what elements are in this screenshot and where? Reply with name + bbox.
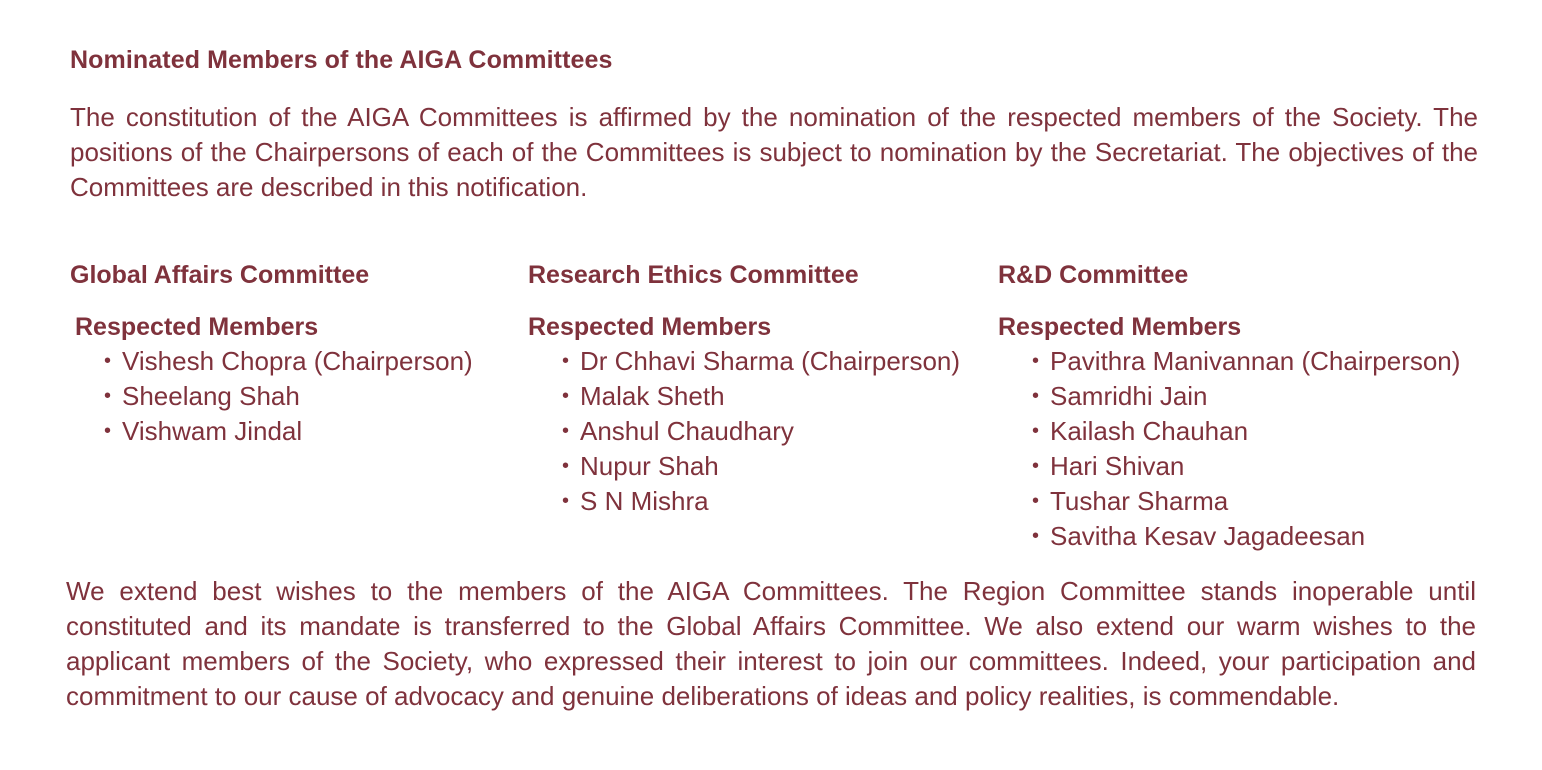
committee-research-ethics xyxy=(528,258,960,519)
member-item xyxy=(562,449,960,484)
members-heading: Respected Members xyxy=(528,313,772,341)
bullet-icon: • xyxy=(562,455,570,477)
member-name: Nupur Shah xyxy=(580,451,719,481)
member-name: Sheelang Shah xyxy=(122,381,300,411)
intro-paragraph: The constitution of the AIGA Committees is affirmed by the nomination of the respected members of the Society. The positions of the Chairpersons of each of the Committees is subject to nomination by the Secretariat. The objectives of the Committees are described in this notification. xyxy=(70,102,1478,202)
bullet-icon: • xyxy=(104,420,112,442)
member-list xyxy=(528,344,960,519)
member-item xyxy=(562,484,960,519)
closing-paragraph: We extend best wishes to the members of the AIGA Committees. The Region Committee stands inoperable until constituted and its mandate is transferred to the Global Affairs Committee. We also extend our warm wishes to the applicant members of the Society, who expressed their interest to join our committees. Indeed, your participation and commitment to our cause of advocacy and genuine deliberations of ideas and policy realities, is commendable. xyxy=(66,576,1476,711)
bullet-icon: • xyxy=(562,420,570,442)
member-item xyxy=(1032,414,1460,449)
member-name: Malak Sheth xyxy=(580,381,725,411)
member-item xyxy=(562,344,960,379)
member-name: S N Mishra xyxy=(580,486,709,516)
page-title: Nominated Members of the AIGA Committees xyxy=(70,46,613,74)
bullet-icon: • xyxy=(1032,350,1040,372)
members-heading: Respected Members xyxy=(75,313,319,341)
member-name: Tushar Sharma xyxy=(1050,486,1229,516)
bullet-icon: • xyxy=(562,385,570,407)
member-item xyxy=(1032,449,1460,484)
bullet-icon: • xyxy=(1032,525,1040,547)
member-name: Pavithra Manivannan (Chairperson) xyxy=(1050,346,1461,376)
member-name: Dr Chhavi Sharma (Chairperson) xyxy=(580,346,961,376)
committee-title: Global Affairs Committee xyxy=(70,261,370,289)
member-list xyxy=(70,344,473,449)
member-name: Anshul Chaudhary xyxy=(580,416,794,446)
member-name: Samridhi Jain xyxy=(1050,381,1208,411)
bullet-icon: • xyxy=(1032,420,1040,442)
member-list xyxy=(998,344,1460,554)
member-name: Vishesh Chopra (Chairperson) xyxy=(122,346,473,376)
member-item xyxy=(1032,484,1460,519)
member-item xyxy=(1032,344,1460,379)
member-item xyxy=(1032,379,1460,414)
member-item xyxy=(562,379,960,414)
member-item xyxy=(104,414,473,449)
member-item xyxy=(104,379,473,414)
member-name: Kailash Chauhan xyxy=(1050,416,1249,446)
bullet-icon: • xyxy=(1032,385,1040,407)
member-name: Hari Shivan xyxy=(1050,451,1185,481)
committee-title: Research Ethics Committee xyxy=(528,261,859,289)
bullet-icon: • xyxy=(1032,455,1040,477)
bullet-icon: • xyxy=(104,350,112,372)
member-name: Savitha Kesav Jagadeesan xyxy=(1050,521,1366,551)
bullet-icon: • xyxy=(1032,490,1040,512)
committee-title: R&D Committee xyxy=(998,261,1189,289)
member-name: Vishwam Jindal xyxy=(122,416,303,446)
member-item xyxy=(562,414,960,449)
bullet-icon: • xyxy=(562,350,570,372)
member-item xyxy=(104,344,473,379)
committee-rnd xyxy=(998,258,1460,554)
members-heading: Respected Members xyxy=(998,313,1242,341)
committee-global-affairs xyxy=(70,258,473,449)
member-item xyxy=(1032,519,1460,554)
bullet-icon: • xyxy=(104,385,112,407)
bullet-icon: • xyxy=(562,490,570,512)
